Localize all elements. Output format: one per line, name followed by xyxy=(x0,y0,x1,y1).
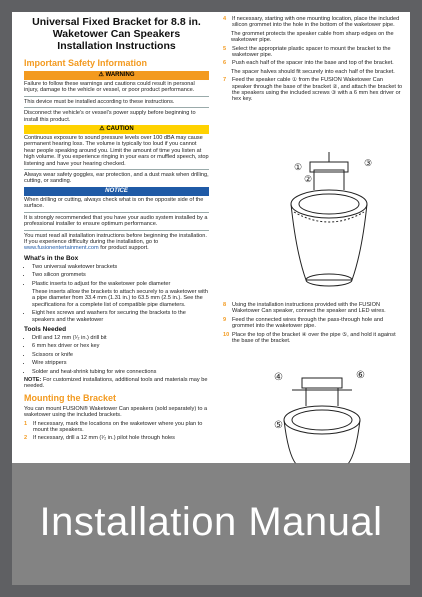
right-column xyxy=(223,12,403,105)
step-4-note: The grommet protects the speaker cable from sharp edges on the waketower pipe. xyxy=(231,30,394,44)
manual-page xyxy=(12,12,410,585)
speaker-figure-1 xyxy=(274,152,384,292)
manual-label-overlay xyxy=(12,463,410,585)
list-item: • Eight hex screws and washers for securing the brackets to the speakers and the waketower xyxy=(32,310,209,323)
step-9: 9 Feed the connected wires through the pass-through hole and grommet into the waketower pipe. xyxy=(223,316,384,330)
safety-heading: Important Safety Information xyxy=(24,58,148,68)
warning-text: Failure to follow these warnings and cautions could result in personal injury, damage to the vehicle or vessel, or poor product performance. xyxy=(24,81,195,94)
list-item: • Solder and heat-shrink tubing for wire connections xyxy=(32,369,209,375)
list-item: • Scissors or knife xyxy=(32,352,209,358)
warning-text-3: Disconnect the vehicle's or vessel's power supply before beginning to install this product. xyxy=(24,110,196,123)
support-link[interactable]: www.fusionentertainment.com xyxy=(24,245,99,252)
mount-text: You can mount FUSION® Waketower Can speakers (sold separately) to a waketower using the included brackets. xyxy=(24,405,208,419)
callout-5: ⑤ xyxy=(274,420,283,431)
step-5: 5 Select the appropriate plastic spacer to mount the bracket to the waketower pipe. xyxy=(223,45,391,59)
caution-text-2: Always wear safety goggles, ear protection, and a dust mask when drilling, cutting, or sanding. xyxy=(24,172,209,185)
step-4: 4 If necessary, starting with one mounting location, place the included silicon grommet into the hole in the bottom of the waketower pipe. xyxy=(223,16,400,29)
read-instructions: You must read all installation instructions before beginning the installation. If you experience difficulty during the installation, go to www.fusionentertainment.com for product support. xyxy=(24,232,207,252)
list-item: • 6 mm hex driver or hex key xyxy=(32,343,209,349)
box-note: These inserts allow the brackets to attach securely to a waketower with a pipe diameter from 33.4 mm (1.31 in.) to 63.5 mm (2.5 in.). See the specifications for a complete list of compatible pipe diameters. xyxy=(32,288,208,308)
tools-heading: Tools Needed xyxy=(24,325,67,333)
step-10: 10 Place the top of the bracket ④ over the pipe ⑤, and hold it against the base of the bracket. xyxy=(223,331,396,345)
warning-banner: ⚠ WARNING xyxy=(24,71,209,80)
doc-title: Universal Fixed Bracket for 8.8 in. Waketower Can Speakers Installation Instructions xyxy=(32,16,201,52)
left-column xyxy=(24,12,209,444)
box-list xyxy=(24,264,209,287)
tools-list xyxy=(24,335,209,375)
callout-6: ⑥ xyxy=(356,370,365,381)
step-6-note: The spacer halves should fit securely into each half of the bracket. xyxy=(231,68,395,75)
overlay-title: Installation Manual xyxy=(39,500,383,544)
mount-step-2: 2 If necessary, drill a 12 mm (¹⁄₂ in.) pilot hole through holes xyxy=(24,435,175,442)
list-item: • Two silicon grommets xyxy=(32,272,209,278)
list-item: • Drill and 12 mm (¹⁄₂ in.) drill bit xyxy=(32,335,209,341)
callout-3: ③ xyxy=(364,158,373,168)
step-8: 8 Using the installation instructions provided with the FUSION Waketower Can speaker, connect the speaker and LED wires. xyxy=(223,302,386,315)
callout-2: ② xyxy=(304,174,313,184)
right-column-lower xyxy=(223,302,403,346)
notice-text: When drilling or cutting, always check what is on the opposite side of the surface. xyxy=(24,196,204,210)
tools-note: NOTE: For customized installations, additional tools and materials may be needed. xyxy=(24,377,208,390)
list-item: • Wire strippers xyxy=(32,360,209,366)
callout-1: ① xyxy=(294,162,303,172)
list-item: • Plastic inserts to adjust for the waketower pole diameter xyxy=(32,281,209,287)
mount-heading: Mounting the Bracket xyxy=(24,392,117,403)
box-heading: What's in the Box xyxy=(24,254,79,262)
caution-banner: ⚠ CAUTION xyxy=(24,125,209,134)
step-6: 6 Push each half of the spacer into the base and top of the bracket. xyxy=(223,60,394,67)
list-item: • Two universal waketower brackets xyxy=(32,264,209,270)
speaker-figure-2 xyxy=(262,364,382,464)
step-7: 7 Feed the speaker cable ① from the FUSION Waketower Can speaker through the base of the bracket ②, and attach the bracket to the speakers using the included screws ③ with a 6 mm hex driver or hex key. xyxy=(223,77,403,103)
notice-text-2: It is strongly recommended that you have your audio system installed by a professional installer to ensure optimum performance. xyxy=(24,214,208,228)
caution-text: Continuous exposure to sound pressure levels over 100 dBA may cause permanent hearing loss. The volume is typically too loud if you cannot hear people speaking around you. Limit the amount of time you listen at high volume. If you experience ringing in your ears or muffled speech, stop listening and have your hearing checked. xyxy=(24,135,209,167)
warning-text-2: This device must be installed according to these instructions. xyxy=(24,98,175,105)
notice-banner: NOTICE xyxy=(24,187,209,196)
mount-step-1: 1 If necessary, mark the locations on the waketower where you plan to mount the speakers. xyxy=(24,420,203,434)
callout-4: ④ xyxy=(274,372,283,383)
